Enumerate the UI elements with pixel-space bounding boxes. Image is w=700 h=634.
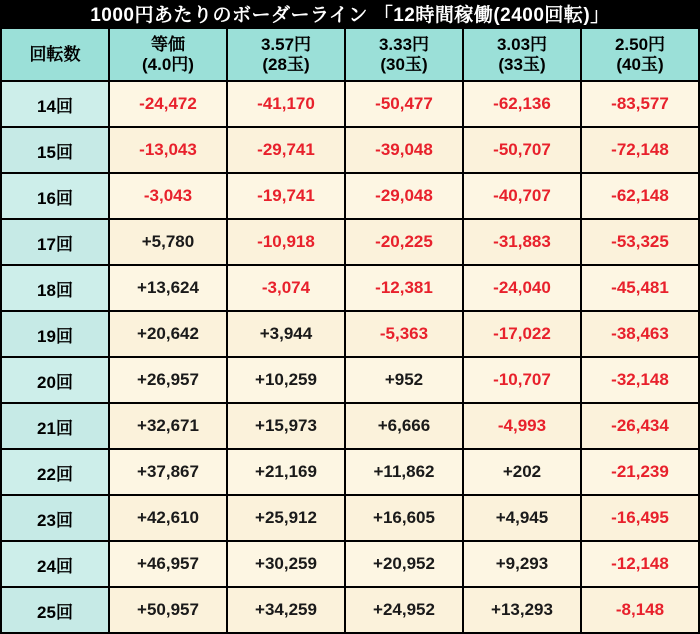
table-row: [1, 541, 699, 587]
row-header-spins: 21回: [1, 403, 109, 449]
table-cell: +37,867: [109, 449, 227, 495]
column-header-250: 2.50円 (40玉): [581, 28, 699, 81]
table-cell: +13,624: [109, 265, 227, 311]
table-row: [1, 219, 699, 265]
table-cell: +50,957: [109, 587, 227, 633]
table-cell: -5,363: [345, 311, 463, 357]
table-cell: -3,043: [109, 173, 227, 219]
table-cell: +42,610: [109, 495, 227, 541]
table-row: [1, 81, 699, 127]
table-cell: +13,293: [463, 587, 581, 633]
table-cell: +20,952: [345, 541, 463, 587]
table-cell: +32,671: [109, 403, 227, 449]
table-cell: -19,741: [227, 173, 345, 219]
table-cell: -62,136: [463, 81, 581, 127]
column-header-equivalent: 等価 (4.0円): [109, 28, 227, 81]
table-cell: -21,239: [581, 449, 699, 495]
table-cell: -10,707: [463, 357, 581, 403]
table-cell: -3,074: [227, 265, 345, 311]
table-cell: -40,707: [463, 173, 581, 219]
row-header-spins: 14回: [1, 81, 109, 127]
table-cell: +16,605: [345, 495, 463, 541]
table-cell: +20,642: [109, 311, 227, 357]
column-header-333: 3.33円 (30玉): [345, 28, 463, 81]
table-row: [1, 495, 699, 541]
borderline-table: [0, 27, 700, 634]
table-cell: -17,022: [463, 311, 581, 357]
table-body: [1, 81, 699, 633]
column-header-spins: 回転数: [1, 28, 109, 81]
row-header-spins: 20回: [1, 357, 109, 403]
table-cell: -50,477: [345, 81, 463, 127]
row-header-spins: 19回: [1, 311, 109, 357]
column-header-357: 3.57円 (28玉): [227, 28, 345, 81]
table-cell: -12,148: [581, 541, 699, 587]
table-cell: +202: [463, 449, 581, 495]
table-cell: +952: [345, 357, 463, 403]
table-row: [1, 357, 699, 403]
table-cell: -4,993: [463, 403, 581, 449]
row-header-spins: 18回: [1, 265, 109, 311]
table-header: [1, 28, 699, 81]
row-header-spins: 17回: [1, 219, 109, 265]
table-cell: -83,577: [581, 81, 699, 127]
table-cell: +21,169: [227, 449, 345, 495]
table-cell: -38,463: [581, 311, 699, 357]
table-cell: -29,048: [345, 173, 463, 219]
table-cell: +25,912: [227, 495, 345, 541]
table-cell: -10,918: [227, 219, 345, 265]
table-cell: -24,040: [463, 265, 581, 311]
table-cell: -8,148: [581, 587, 699, 633]
table-cell: -13,043: [109, 127, 227, 173]
table-row: [1, 127, 699, 173]
row-header-spins: 22回: [1, 449, 109, 495]
page-title: 1000円あたりのボーダーライン 「12時間稼働(2400回転)」: [0, 0, 700, 27]
row-header-spins: 24回: [1, 541, 109, 587]
table-cell: -29,741: [227, 127, 345, 173]
table-cell: -45,481: [581, 265, 699, 311]
column-header-303: 3.03円 (33玉): [463, 28, 581, 81]
table-row: [1, 587, 699, 633]
table-cell: -24,472: [109, 81, 227, 127]
table-row: [1, 403, 699, 449]
table-cell: +4,945: [463, 495, 581, 541]
table-cell: +15,973: [227, 403, 345, 449]
table-row: [1, 311, 699, 357]
table-header-row: [1, 28, 699, 81]
table-cell: -31,883: [463, 219, 581, 265]
table-cell: -72,148: [581, 127, 699, 173]
table-cell: -26,434: [581, 403, 699, 449]
table-cell: -39,048: [345, 127, 463, 173]
table-cell: -16,495: [581, 495, 699, 541]
row-header-spins: 23回: [1, 495, 109, 541]
table-row: [1, 449, 699, 495]
table-row: [1, 265, 699, 311]
table-cell: +9,293: [463, 541, 581, 587]
table-cell: -62,148: [581, 173, 699, 219]
table-cell: -50,707: [463, 127, 581, 173]
table-cell: -41,170: [227, 81, 345, 127]
table-cell: +3,944: [227, 311, 345, 357]
row-header-spins: 15回: [1, 127, 109, 173]
table-cell: -53,325: [581, 219, 699, 265]
table-cell: -20,225: [345, 219, 463, 265]
table-cell: +24,952: [345, 587, 463, 633]
table-cell: +11,862: [345, 449, 463, 495]
row-header-spins: 16回: [1, 173, 109, 219]
table-cell: +34,259: [227, 587, 345, 633]
table-cell: +46,957: [109, 541, 227, 587]
table-cell: +6,666: [345, 403, 463, 449]
table-cell: -32,148: [581, 357, 699, 403]
row-header-spins: 25回: [1, 587, 109, 633]
table-row: [1, 173, 699, 219]
table-cell: +26,957: [109, 357, 227, 403]
table-cell: +30,259: [227, 541, 345, 587]
table-cell: +10,259: [227, 357, 345, 403]
table-cell: -12,381: [345, 265, 463, 311]
table-cell: +5,780: [109, 219, 227, 265]
